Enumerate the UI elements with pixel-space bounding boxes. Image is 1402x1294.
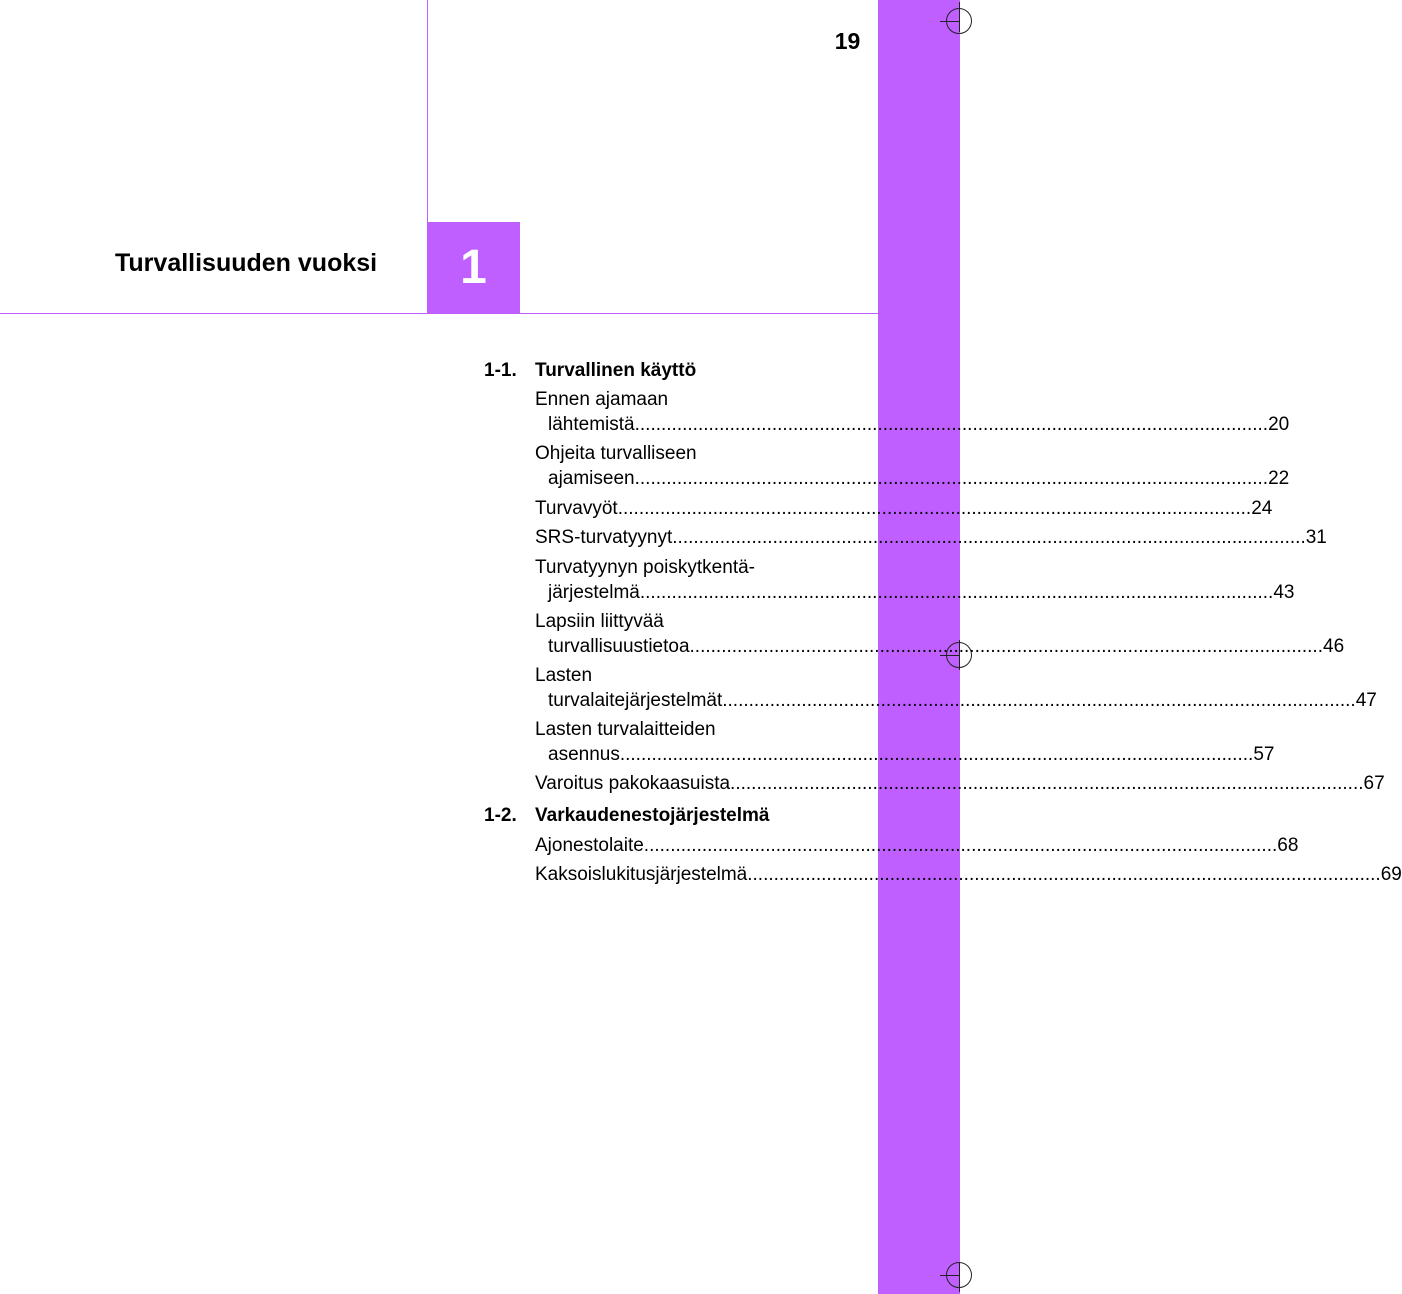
toc-entry[interactable]	[535, 862, 1402, 887]
toc-entry-title: Varoitus pakokaasuista	[535, 773, 731, 794]
toc-entry-title: Turvavyöt	[535, 498, 618, 519]
dot-leader: ........................................................................................................................	[634, 414, 1269, 435]
toc-entry[interactable]	[535, 717, 1275, 767]
toc-entry[interactable]	[535, 387, 1290, 437]
toc-entry-title: turvalaitejärjestelmät	[548, 690, 723, 711]
toc-entry-page: 57	[1253, 744, 1275, 765]
toc-entry-title: SRS-turvatyynyt	[535, 527, 673, 548]
toc-entry-page: 31	[1305, 527, 1327, 548]
toc-entry-title: asennus	[548, 744, 620, 765]
dot-leader: ........................................................................................................................	[672, 527, 1306, 548]
dot-leader: ........................................................................................................................	[747, 864, 1381, 885]
dot-leader: ........................................................................................................................	[643, 835, 1278, 856]
toc-entry-title: ajamiseen	[548, 468, 635, 489]
chapter-title: Turvallisuuden vuoksi	[115, 249, 378, 277]
toc-section-number: 1-1.	[484, 360, 517, 381]
toc-entry-title: Kaksoislukitusjärjestelmä	[535, 864, 748, 885]
toc-entry-page: 47	[1355, 690, 1377, 711]
toc-entry-page: 20	[1268, 414, 1290, 435]
toc-entry-title-line1: Lapsiin liittyvää	[535, 611, 664, 632]
dot-leader: ........................................................................................................................	[730, 773, 1364, 794]
dot-leader: ........................................................................................................................	[634, 468, 1269, 489]
toc-entry[interactable]	[535, 771, 1385, 796]
dot-leader: ........................................................................................................................	[619, 744, 1254, 765]
dot-leader: ........................................................................................................................	[639, 582, 1274, 603]
toc-entry-page: 69	[1380, 864, 1402, 885]
toc-entry-page: 43	[1273, 582, 1295, 603]
dot-leader: ........................................................................................................................	[617, 498, 1252, 519]
toc-entry[interactable]	[535, 496, 1273, 521]
toc-section-title[interactable]: Turvallinen käyttö	[535, 360, 697, 381]
toc-entry-page: 68	[1277, 835, 1299, 856]
toc-entry-title-line1: Lasten turvalaitteiden	[535, 719, 716, 740]
page-number: 19	[834, 28, 861, 54]
toc-entry-page: 46	[1323, 636, 1345, 657]
dot-leader: ........................................................................................................................	[722, 690, 1356, 711]
toc-entry-title-line1: Lasten	[535, 665, 593, 686]
toc-entry-title: järjestelmä	[548, 582, 640, 603]
chapter-number: 1	[460, 241, 487, 294]
vertical-rule	[427, 0, 428, 222]
toc-entry-title-line1: Ennen ajamaan	[535, 389, 669, 410]
toc-entry-title: Ajonestolaite	[535, 835, 644, 856]
toc-section-title[interactable]: Varkaudenestojärjestelmä	[535, 805, 770, 826]
toc-entry[interactable]	[535, 525, 1327, 550]
toc-entry-title: lähtemistä	[548, 414, 635, 435]
toc-entry[interactable]	[535, 663, 1377, 713]
toc-entry[interactable]	[535, 833, 1299, 858]
toc-entry-title-line1: Turvatyynyn poiskytkentä-	[535, 557, 755, 578]
toc-entry-title: turvallisuustietoa	[548, 636, 690, 657]
toc-entry-title-line1: Ohjeita turvalliseen	[535, 443, 697, 464]
dot-leader: ........................................................................................................................	[689, 636, 1323, 657]
chapter-number-box	[427, 222, 520, 313]
toc-entry-page: 67	[1363, 773, 1385, 794]
toc-entry[interactable]	[535, 441, 1290, 491]
toc-entry-page: 24	[1251, 498, 1273, 519]
toc-section-number: 1-2.	[484, 805, 517, 826]
toc-entry-page: 22	[1268, 468, 1290, 489]
horizontal-rule	[0, 313, 878, 314]
toc-entry[interactable]	[535, 609, 1345, 659]
toc-entry[interactable]	[535, 555, 1295, 605]
